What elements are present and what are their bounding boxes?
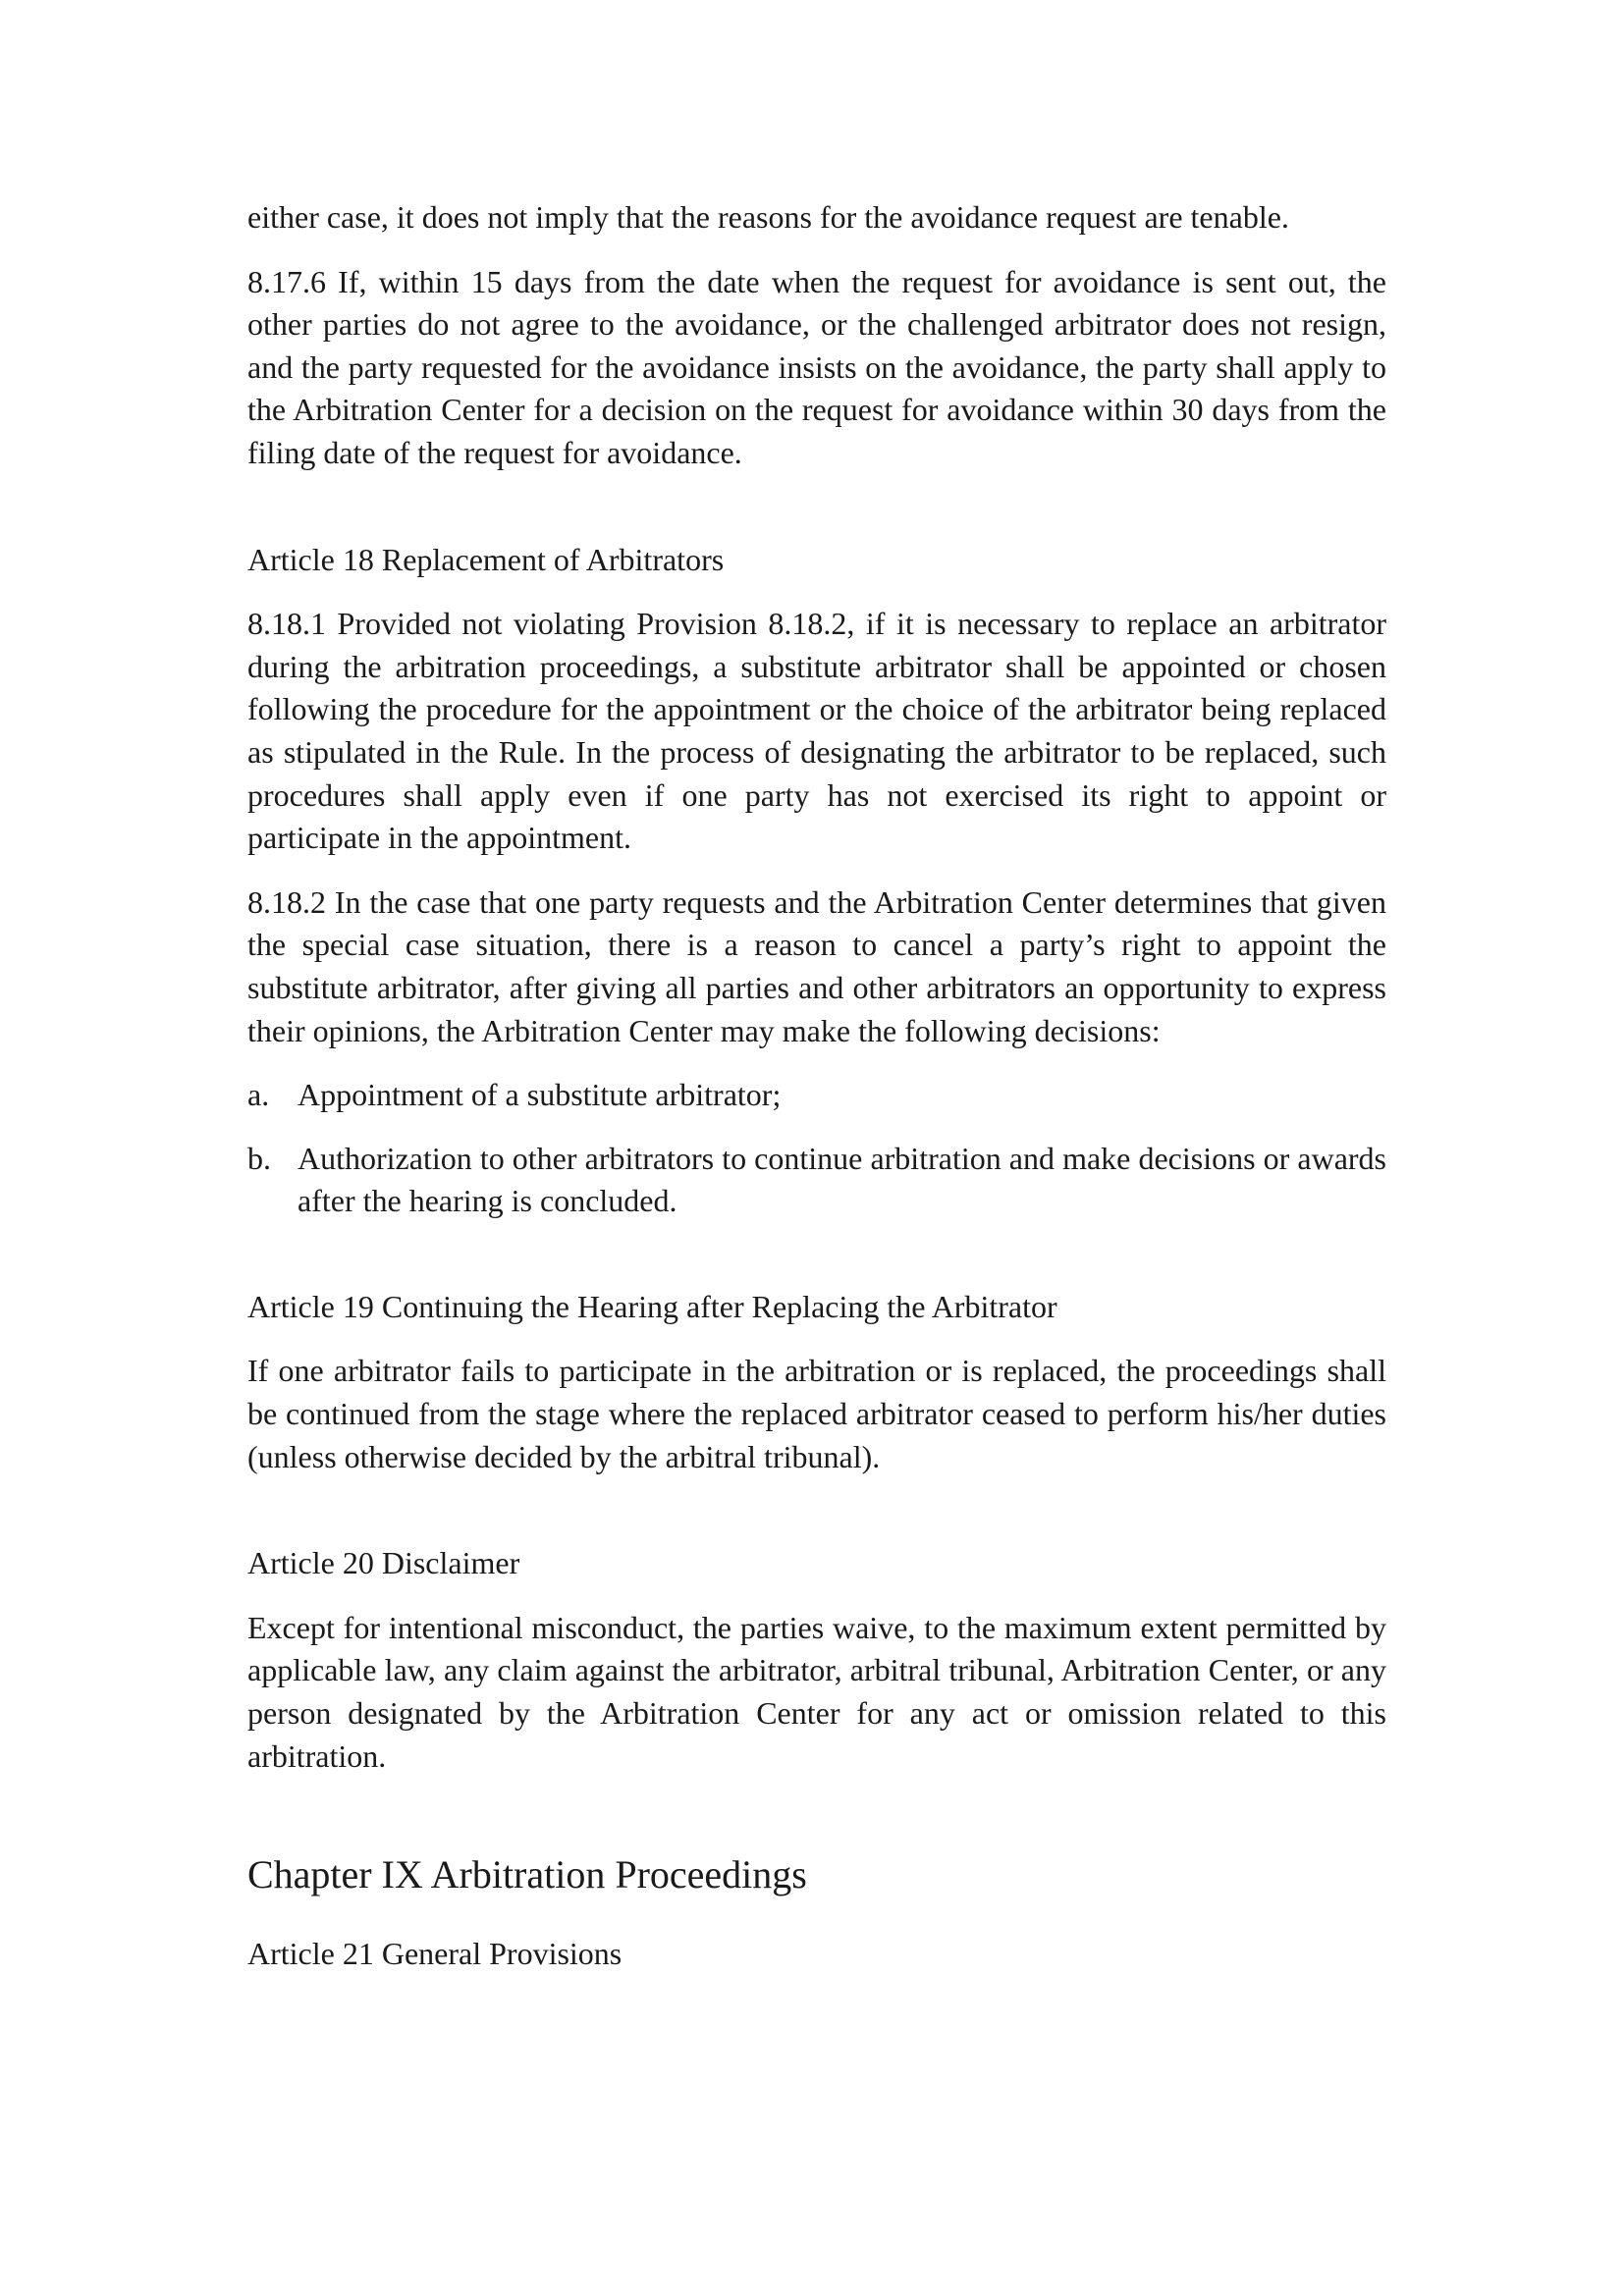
list-item — [247, 1138, 1386, 1223]
article-18-heading: Article 18 Replacement of Arbitrators — [247, 541, 725, 577]
chapter-heading: Chapter IX Arbitration Proceedings — [247, 1852, 807, 1897]
list-marker-a: a. — [247, 1077, 270, 1113]
paragraph-8-18-2: 8.18.2 In the case that one party requests and the Arbitration Center determines that given the special case situation, there is a reason to cancel a party’s right to appoint the substitute arbitrator, after giving all parties and other arbitrators an opportunity to express their opinions, the Arbitration Center may make the following decisions: — [247, 883, 1386, 1048]
document-page — [247, 196, 1386, 1976]
list-marker-b: b. — [247, 1140, 271, 1176]
paragraph-article-20: Except for intentional misconduct, the parties waive, to the maximum extent permitted by applicable law, any claim against the arbitrator, arbitral tribunal, Arbitration Center, or any person designated by the Arbitration Center for any act or omission related to this arbitration. — [247, 1609, 1386, 1774]
paragraph-8-18-1: 8.18.1 Provided not violating Provision 8.18.2, if it is necessary to replace an arbitrator during the arbitration proceedings, a substitute arbitrator shall be appointed or chosen following the procedure for the appointment or the choice of the arbitrator being replaced as stipulated in the Rule. In the process of designating the arbitrator to be replaced, such procedures shall apply even if one party has not exercised its right to appoint or participate in the appointment. — [247, 606, 1386, 856]
article-21-heading: Article 21 General Provisions — [247, 1936, 623, 1972]
decision-list — [247, 1074, 1386, 1223]
article-19-heading: Article 19 Continuing the Hearing after Replacing the Arbitrator — [247, 1288, 1057, 1324]
paragraph-article-19: If one arbitrator fails to participate in the arbitration or is replaced, the proceedings shall be continued from the stage where the replaced arbitrator ceased to perform his/her duties (unless otherwise decided by the arbitral tribunal). — [247, 1353, 1386, 1474]
list-item-b-text: Authorization to other arbitrators to continue arbitration and make decisions or awards after the hearing is concluded. — [298, 1140, 1386, 1219]
paragraph-8-17-6: 8.17.6 If, within 15 days from the date when the request for avoidance is sent out, the other parties do not agree to the avoidance, or the challenged arbitrator does not resign, and the party requested for the avoidance insists on the avoidance, the party shall apply to the Arbitration Center for a decision on the request for avoidance within 30 days from the filing date of the request for avoidance. — [247, 263, 1386, 470]
paragraph-8-17-5-continuation: either case, it does not imply that the reasons for the avoidance request are tenable. — [247, 199, 1289, 235]
article-20-heading: Article 20 Disclaimer — [247, 1545, 520, 1581]
list-item — [247, 1074, 1386, 1117]
list-item-a-text: Appointment of a substitute arbitrator; — [298, 1077, 782, 1113]
